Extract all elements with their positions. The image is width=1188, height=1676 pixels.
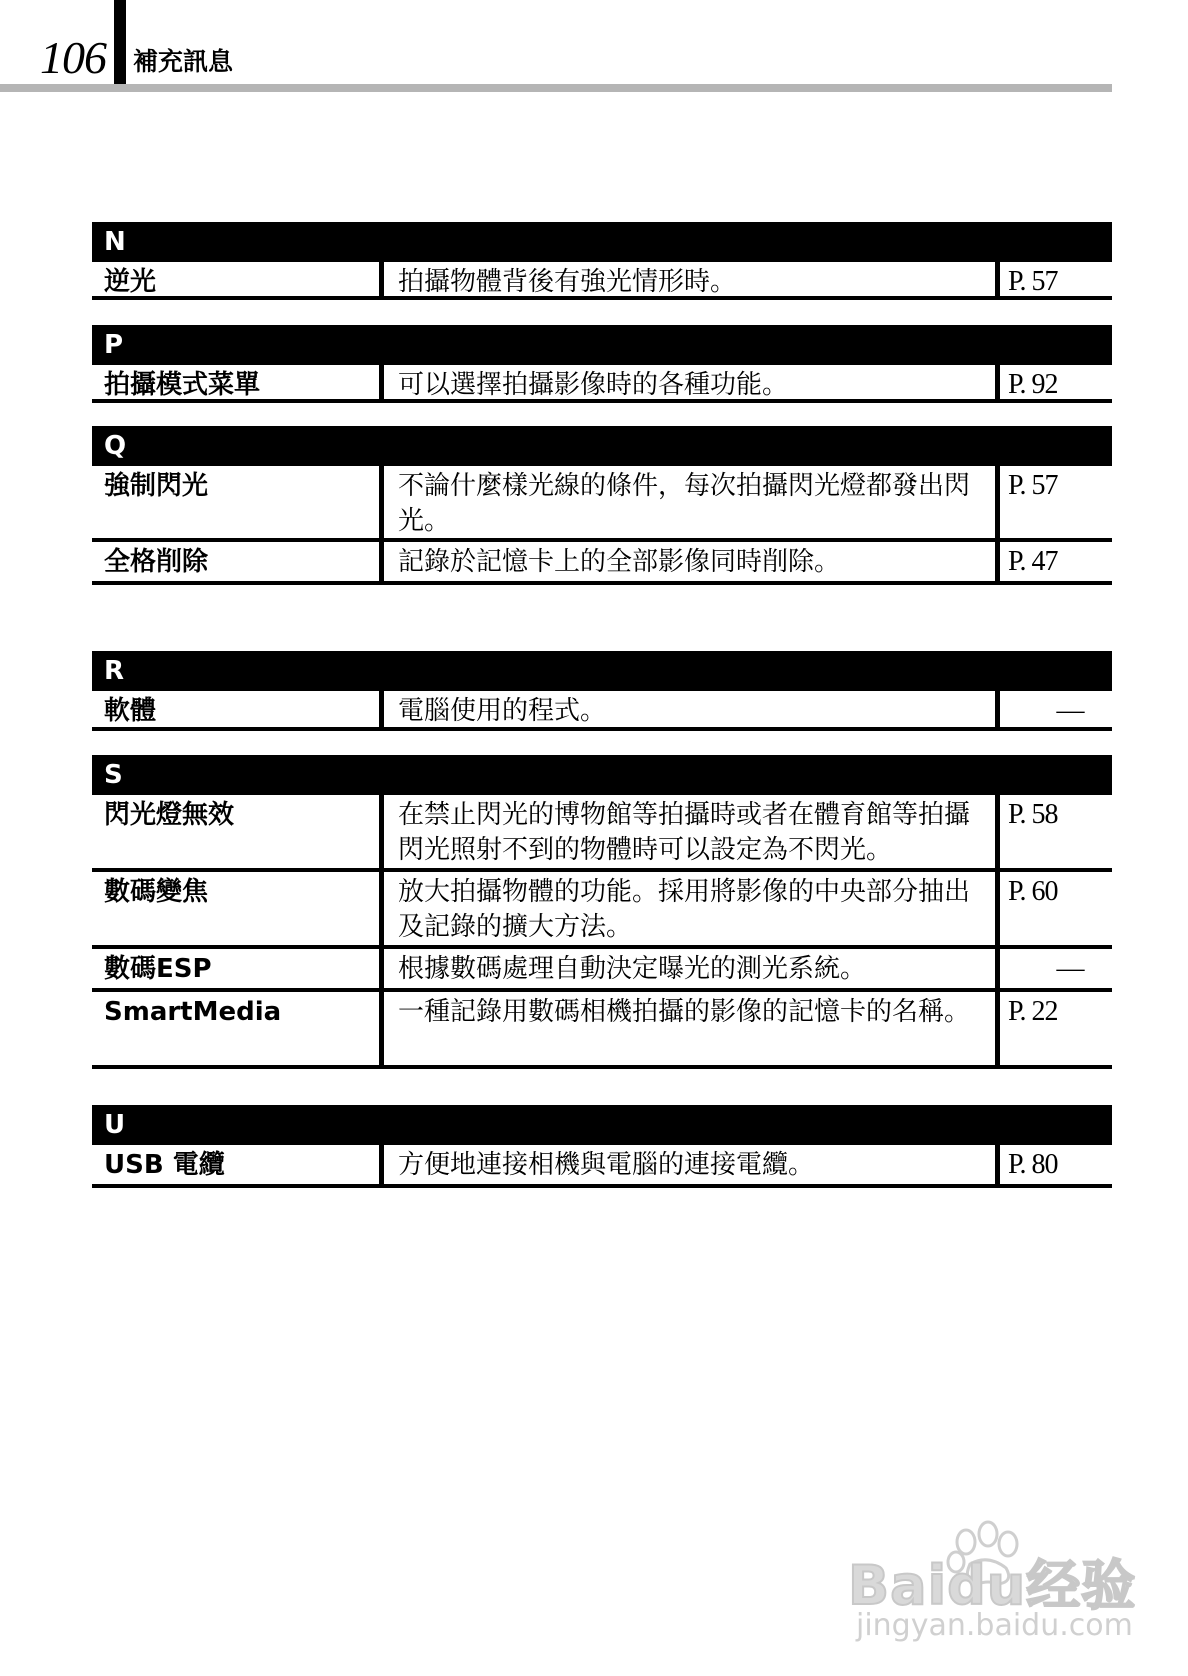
section-letter: U	[92, 1105, 1112, 1145]
page-reference: P. 57	[1008, 470, 1058, 501]
section-letter: N	[92, 222, 1112, 262]
section-letter: P	[92, 325, 1112, 365]
glossary-description: 記錄於記憶卡上的全部影像同時削除。	[379, 542, 1000, 581]
glossary-description: 根據數碼處理自動決定曝光的測光系統。	[379, 949, 1000, 988]
table-row	[92, 691, 1112, 731]
table-row	[92, 542, 1112, 585]
section-letter: S	[92, 755, 1112, 795]
glossary-term: 數碼變焦	[104, 877, 209, 907]
glossary-term: 強制閃光	[104, 471, 209, 501]
table-row	[92, 365, 1112, 403]
page-reference: P. 58	[1008, 799, 1058, 830]
glossary-description: 一種記錄用數碼相機拍攝的影像的記憶卡的名稱。	[379, 992, 1000, 1065]
glossary-term: 拍攝模式菜單	[104, 370, 261, 400]
page-reference: —	[1056, 695, 1084, 726]
section-r	[92, 651, 1112, 731]
glossary-term: 全格削除	[104, 547, 209, 577]
page-number: 106	[40, 32, 106, 83]
glossary-term: SmartMedia	[104, 997, 282, 1027]
glossary-term: 軟體	[104, 696, 157, 726]
page-reference: P. 60	[1008, 876, 1058, 907]
glossary-term: USB 電纜	[104, 1150, 225, 1180]
table-row	[92, 949, 1112, 992]
watermark-url: jingyan.baidu.com	[856, 1608, 1133, 1643]
glossary-term: 逆光	[104, 267, 157, 297]
page-title: 補充訊息	[133, 47, 234, 76]
header-rule	[0, 84, 1112, 92]
section-q	[92, 426, 1112, 585]
page-reference: P. 47	[1008, 546, 1058, 577]
table-row	[92, 466, 1112, 542]
section-p	[92, 325, 1112, 403]
glossary-description: 電腦使用的程式。	[379, 691, 1000, 727]
table-row	[92, 992, 1112, 1069]
table-row	[92, 872, 1112, 949]
glossary-description: 在禁止閃光的博物館等拍攝時或者在體育館等拍攝閃光照射不到的物體時可以設定為不閃光。	[379, 795, 1000, 868]
glossary-term: 閃光燈無效	[104, 800, 235, 830]
glossary-description: 方便地連接相機與電腦的連接電纜。	[379, 1145, 1000, 1184]
section-n	[92, 222, 1112, 300]
table-row	[92, 262, 1112, 300]
glossary-term: 數碼ESP	[104, 954, 212, 984]
page-reference: P. 92	[1008, 369, 1058, 400]
section-letter: R	[92, 651, 1112, 691]
glossary-description: 拍攝物體背後有強光情形時。	[379, 262, 1000, 296]
table-row	[92, 795, 1112, 872]
page-reference: P. 80	[1008, 1149, 1058, 1180]
section-letter: Q	[92, 426, 1112, 466]
section-s	[92, 755, 1112, 1069]
section-u	[92, 1105, 1112, 1188]
page-reference: P. 57	[1008, 266, 1058, 297]
page-reference: —	[1056, 953, 1084, 984]
glossary-description: 放大拍攝物體的功能。採用將影像的中央部分抽出及記錄的擴大方法。	[379, 872, 1000, 945]
glossary-description: 可以選擇拍攝影像時的各種功能。	[379, 365, 1000, 399]
header-bar	[114, 0, 126, 90]
page-reference: P. 22	[1008, 996, 1058, 1027]
glossary-description: 不論什麼樣光線的條件，每次拍攝閃光燈都發出閃光。	[379, 466, 1000, 538]
table-row	[92, 1145, 1112, 1188]
watermark-brand: Baidu经验	[848, 1554, 1137, 1617]
